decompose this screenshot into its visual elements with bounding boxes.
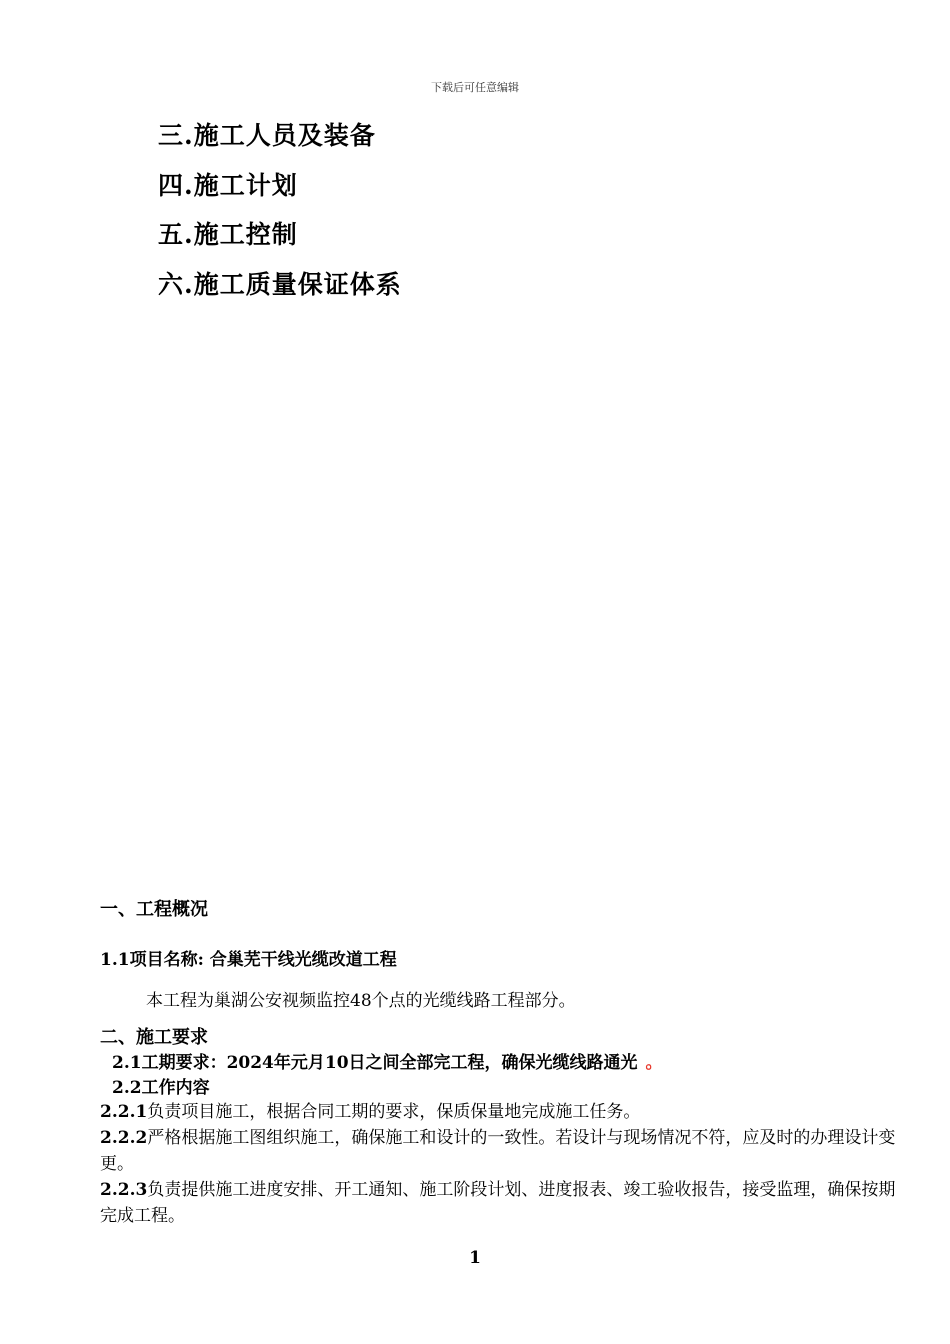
project-name-value: 合巢芜干线光缆改道工程	[209, 950, 397, 970]
project-description: 本工程为巢湖公安视频监控48个点的光缆线路工程部分。	[146, 991, 576, 1011]
section-2-heading: 二、施工要求	[100, 1027, 208, 1048]
work-item-2-2-2	[100, 1125, 900, 1177]
work-item-2-2-1	[100, 1099, 900, 1125]
page-number: 1	[469, 1248, 481, 1268]
section-1-heading: 一、工程概况	[100, 899, 208, 920]
work-item-text: 负责提供施工进度安排、开工通知、施工阶段计划、进度报表、竣工验收报告，接受监理，确保按期完成工程。	[100, 1180, 896, 1226]
work-item-text: 负责项目施工，根据合同工期的要求，保质保量地完成施工任务。	[147, 1102, 641, 1122]
work-item-number: 2.2.2	[100, 1128, 148, 1148]
project-name-line	[100, 945, 397, 970]
work-item-number: 2.2.1	[100, 1102, 148, 1122]
toc-item-6: 六.施工质量保证体系	[158, 270, 402, 299]
work-item-2-2-3	[100, 1177, 900, 1229]
project-name-label: 1.1项目名称:	[100, 950, 204, 970]
toc-item-3: 三.施工人员及装备	[158, 121, 376, 150]
schedule-requirement	[112, 1048, 663, 1073]
toc-item-4: 四.施工计划	[158, 171, 298, 200]
schedule-requirement-mark: 。	[645, 1053, 663, 1073]
schedule-requirement-text: 2.1工期要求：2024年元月10日之间全部完工程，确保光缆线路通光	[112, 1053, 638, 1073]
work-item-text: 严格根据施工图组织施工，确保施工和设计的一致性。若设计与现场情况不符，应及时的办理设计变更。	[100, 1128, 896, 1174]
work-content-heading: 2.2工作内容	[112, 1078, 210, 1098]
toc-item-5: 五.施工控制	[158, 220, 298, 249]
page-header: 下载后可任意编辑	[431, 81, 519, 94]
work-item-number: 2.2.3	[100, 1180, 148, 1200]
